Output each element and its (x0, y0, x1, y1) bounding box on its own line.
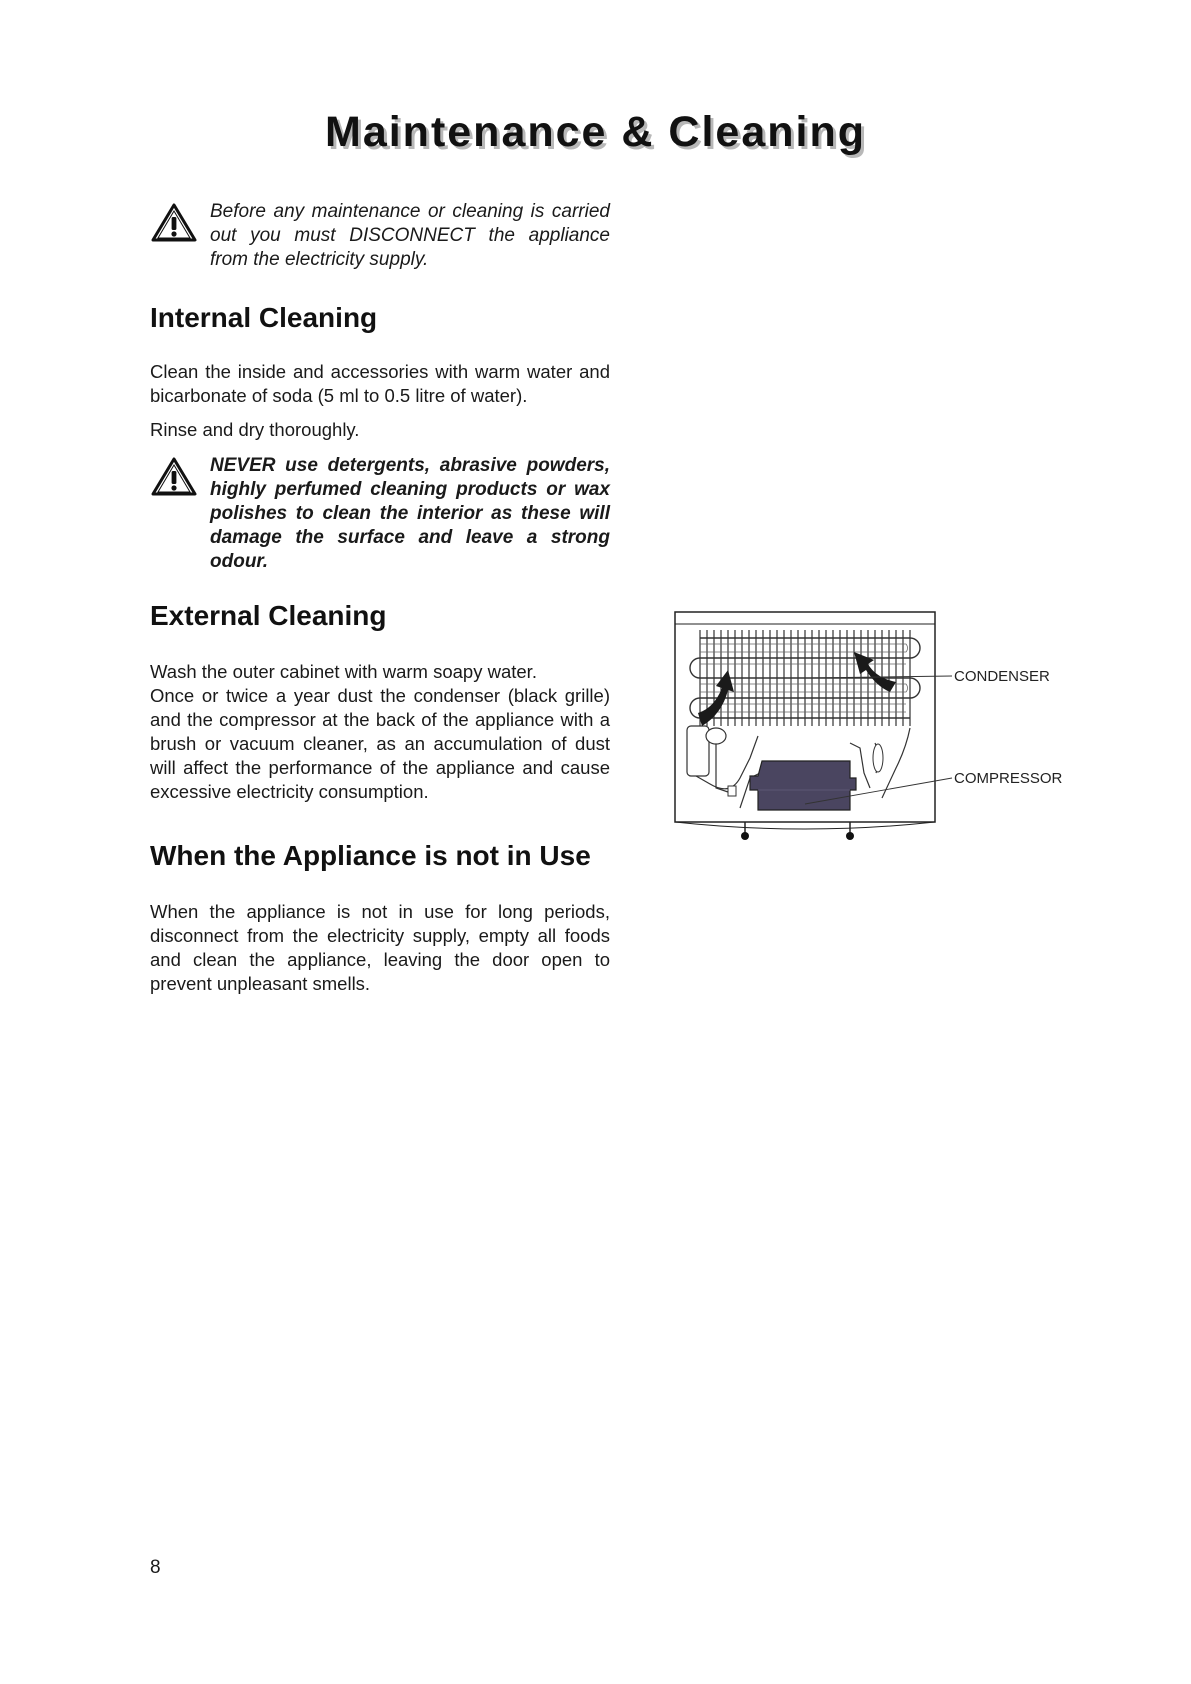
external-cleaning-paragraph: Once or twice a year dust the condenser (black grille) and the compressor at the back of the appliance with a brush or vacuum cleaner, as an accumulation of dust will affect the performance of the appliance and cause excessive electricity consumption. (150, 685, 610, 802)
internal-cleaning-heading: Internal Cleaning (150, 302, 378, 333)
not-in-use-paragraph: When the appliance is not in use for long periods, disconnect from the electricity supply, empty all foods and clean the appliance, leaving the door open to prevent unpleasant smells. (150, 901, 610, 994)
page-number: 8 (150, 1557, 161, 1578)
external-cleaning-line: Wash the outer cabinet with warm soapy water. (150, 661, 537, 682)
warning-triangle-icon (150, 456, 198, 498)
condenser-label: CONDENSER (954, 668, 1050, 685)
disconnect-warning-text: Before any maintenance or cleaning is carried out you must DISCONNECT the appliance from the electricity supply. (210, 201, 610, 270)
not-in-use-heading: When the Appliance is not in Use (150, 840, 591, 871)
internal-cleaning-paragraph: Clean the inside and accessories with warm water and bicarbonate of soda (5 ml to 0.5 litre of water). (150, 361, 610, 406)
page-title: Maintenance & Cleaning (325, 108, 866, 156)
compressor-label: COMPRESSOR (954, 770, 1063, 787)
condenser-compressor-diagram (670, 608, 1070, 848)
rinse-paragraph: Rinse and dry thoroughly. (150, 419, 360, 440)
detergent-warning-text: NEVER use detergents, abrasive powders, highly perfumed cleaning products or wax polishes to clean the interior as these will damage the surface and leave a strong odour. (210, 455, 610, 572)
warning-triangle-icon (150, 202, 198, 244)
fridge-back-illustration (670, 608, 1070, 848)
compressor-shape (750, 761, 856, 810)
external-cleaning-heading: External Cleaning (150, 600, 387, 631)
